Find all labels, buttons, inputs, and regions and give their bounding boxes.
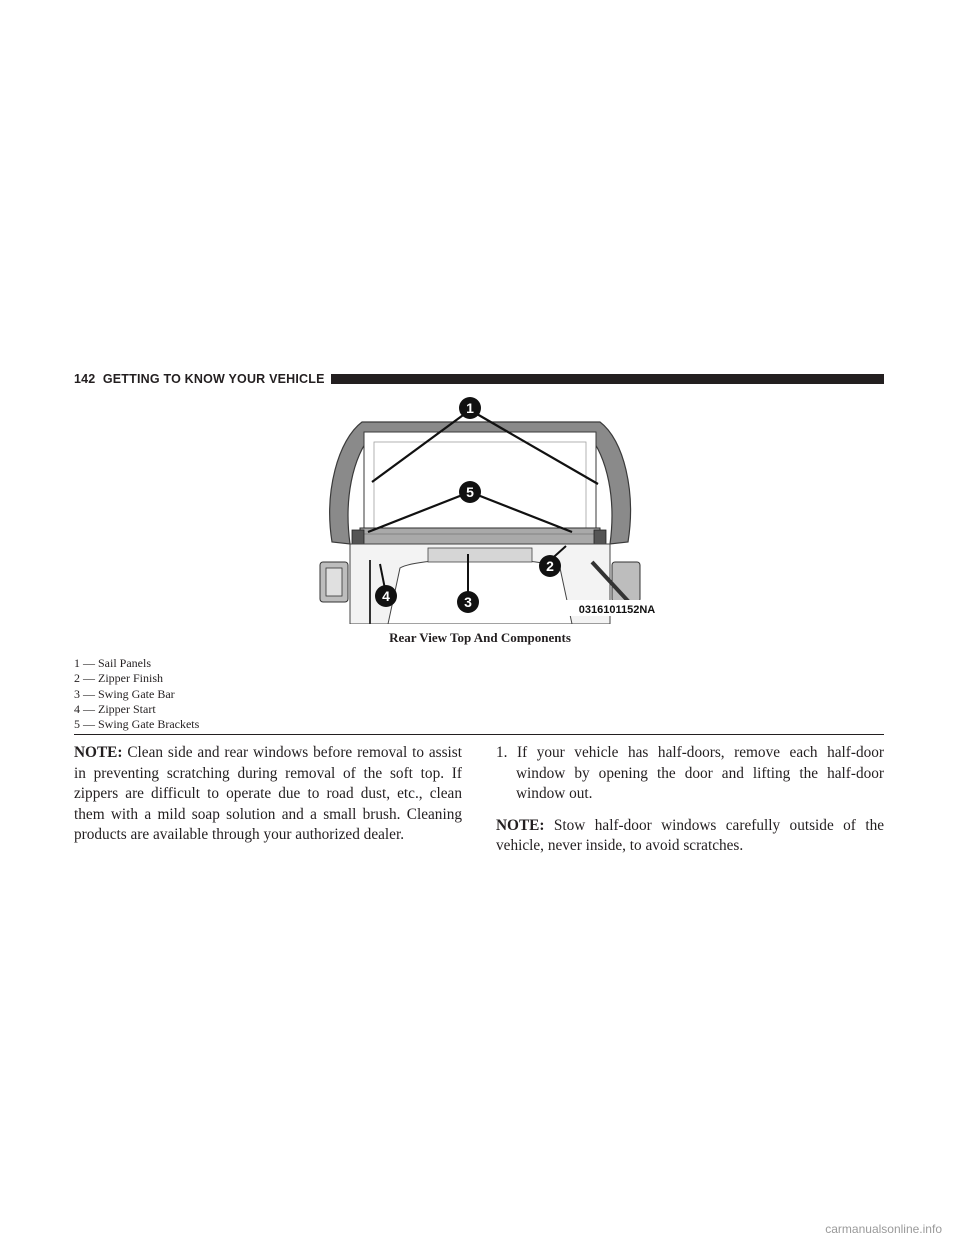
legend-item: 2 — Zipper Finish	[74, 671, 163, 686]
callout-3	[457, 591, 479, 613]
section-title: GETTING TO KNOW YOUR VEHICLE	[102, 372, 325, 386]
legend-item: 4 — Zipper Start	[74, 701, 156, 716]
legend-divider	[74, 734, 884, 735]
left-column	[74, 743, 462, 846]
callout-5	[459, 481, 481, 503]
rear-view-top-illustration	[310, 392, 670, 624]
callout-4-label: 4	[382, 588, 390, 604]
callout-2	[539, 555, 561, 577]
header-bar	[331, 374, 884, 384]
header-text	[74, 372, 331, 386]
note-label: NOTE:	[74, 744, 123, 761]
watermark: carmanualsonline.info	[825, 1222, 942, 1236]
callout-3-label: 3	[464, 594, 472, 610]
figure-caption: Rear View Top And Components	[389, 630, 571, 645]
callout-1	[459, 397, 481, 419]
note-text: Clean side and rear windows before removal to assist in preventing scratching during removal of the soft top. If zippers are difficult to operate due to road dust, etc., clean them with a mild soap solution and a small brush. Cleaning products are available through your authorized dealer.	[74, 744, 462, 843]
callout-1-label: 1	[466, 400, 474, 416]
callout-2-label: 2	[546, 558, 554, 574]
callout-5-label: 5	[466, 484, 474, 500]
step-number: 1.	[496, 744, 508, 761]
legend-item: 5 — Swing Gate Brackets	[74, 717, 200, 732]
page-header	[74, 372, 884, 386]
right-column	[496, 743, 884, 857]
step-item	[496, 743, 884, 805]
step-text: If your vehicle has half-doors, remove each half-door window by opening the door and lifting the half-door window out.	[516, 744, 884, 802]
callout-4	[375, 585, 397, 607]
image-code: 0316101152NA	[578, 604, 656, 616]
page-number: 142	[74, 372, 96, 386]
note-paragraph	[74, 743, 462, 846]
note-label: NOTE:	[496, 816, 545, 834]
legend-item: 3 — Swing Gate Bar	[74, 686, 175, 701]
note-paragraph	[496, 816, 884, 857]
legend-item: 1 — Sail Panels	[74, 656, 151, 670]
figure-legend	[74, 656, 199, 732]
note-text: Stow half-door windows carefully outside of the vehicle, never inside, to avoid scratches.	[496, 816, 885, 854]
